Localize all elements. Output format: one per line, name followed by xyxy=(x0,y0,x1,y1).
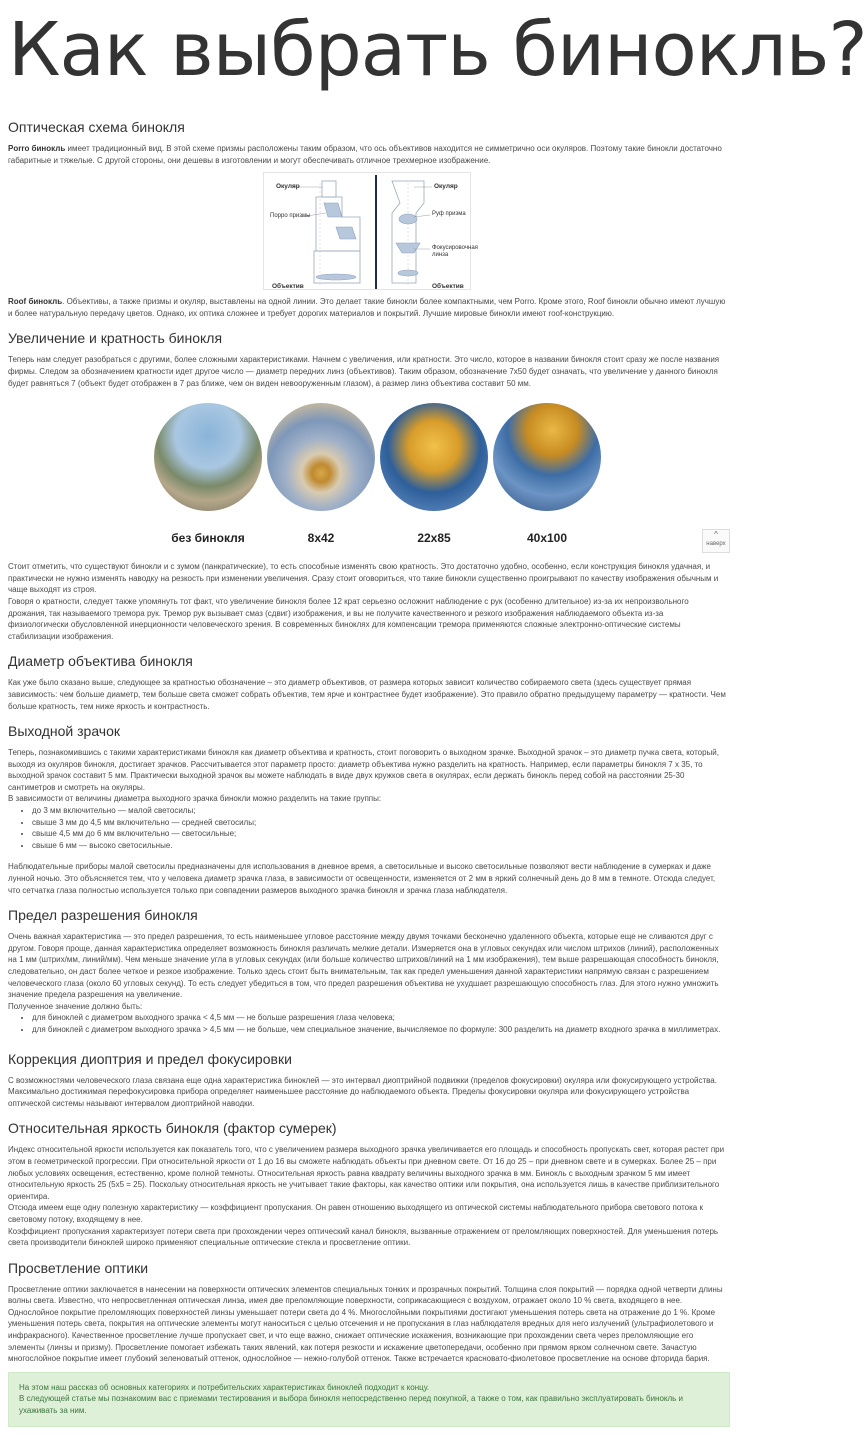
paragraph-magnification-2: Стоит отметить, что существуют бинокли и с зумом (панкратические), то есть способные изменять свою кратность. Это достаточно удобно, особенно, если конструкция бинокля удачная, и практически не нужно изменять наводку на резкость при изменении увеличения. Сразу стоит оговориться, что такие бинокли существенно проигрывают по качеству изображения обычным и чаще выходят из строя. xyxy=(8,562,719,595)
list-item: • до 3 мм включительно — малой светосилы; xyxy=(32,805,726,817)
heading-pupil: Выходной зрачок xyxy=(8,723,121,740)
porro-term: Porro бинокль xyxy=(8,144,66,153)
scroll-top-label: наверх xyxy=(706,541,726,548)
notice-line-1: На этом наш рассказ об основных категориях и потребительских характеристиках биноклей подходит к концу. xyxy=(19,1382,430,1392)
conclusion-notice xyxy=(8,1372,730,1427)
page-title: Как выбрать бинокль? xyxy=(8,7,867,93)
view-22x85-image xyxy=(380,403,488,511)
label-focus-lens: Фокусировочная линза xyxy=(432,245,478,259)
heading-magnification: Увеличение и кратность бинокля xyxy=(8,330,223,347)
label-40x100: 40x100 xyxy=(526,531,568,546)
heading-twilight: Относительная яркость бинокля (фактор сумерек) xyxy=(8,1120,337,1137)
list-item: • свыше 3 мм до 4,5 мм включительно — средней светосилы; xyxy=(32,817,726,829)
label-roof-prism: Руф призма xyxy=(432,211,466,218)
paragraph-diopter-1: С возможностями человеческого глаза связана еще одна характеристика биноклей — это интервал диоптрийной подвижки (пределов фокусировки) окуляра или фокусирующего устройства. xyxy=(8,1075,717,1085)
list-item: • свыше 4,5 мм до 6 мм включительно — светосильные; xyxy=(32,828,726,840)
label-right-eyepiece: Окуляр xyxy=(434,183,458,191)
paragraph-magnification-1: Теперь нам следует разобраться с другими, более сложными характеристиками. Начнем с увеличения, или кратности. Это число, которое в названии бинокля стоит сразу же после названия фирмы. Следом за обозначением кратности идет другое число — диаметр передних линз (объективов). Таким образом, обозначение 7x50 будет означать, что увеличение у данного бинокля будет равняться 7 (объект будет отображен в 7 раз ближе, чем он виден невооруженным глазом), а размер линз объектива составит 50 мм. xyxy=(8,355,720,388)
label-naked-eye: без бинокля xyxy=(171,531,245,546)
magnification-comparison xyxy=(8,403,726,555)
view-naked-eye-image xyxy=(154,403,262,511)
roof-text: . Объективы, а также призмы и окуляр, выставлены на одной линии. Это делает такие бинокли более компактными, чем Porro. Кроме этого, Roof бинокли обычно имеют лучшую и более натуральную передачу цветов. Однако, их оптика сложнее и требует дорогих материалов и покрытий. Лучшие мировые бинокли имеют roof-конструкцию. xyxy=(8,297,726,318)
paragraph-twilight-3: Коэффициент пропускания характеризует потери света при прохождении через оптический канал бинокля, вызванные отражением от преломляющих поверхностей. Для уменьшения потерь света производители биноклей широко применяют специальные оптические стекла и просветление оптики. xyxy=(8,1226,719,1248)
paragraph-roof xyxy=(8,296,726,319)
optical-scheme-diagram xyxy=(263,172,478,291)
paragraph-resolution-2: Полученное значение должно быть: xyxy=(8,1001,143,1011)
label-right-objective: Объектив xyxy=(432,283,464,291)
heading-coating: Просветление оптики xyxy=(8,1259,149,1276)
heading-diameter: Диаметр объектива бинокля xyxy=(8,653,193,670)
paragraph-coating: Просветление оптики заключается в нанесении на поверхности оптических элементов специальных тонких и прозрачных покрытий. Толщина слоя покрытий — порядка одной четверти длины волны света. Известно, что непросветленная оптическая линза, имея две преломляющие поверхности, соприкасающиеся с воздухом, отражает около 10 % света, входящего в нее. Однослойное покрытие преломляющих поверхностей линзы уменьшает потери света до 4 %. Многослойными покрытиями достигают уменьшения потерь света на отражение до 1 %. Кроме уменьшения потерь света, покрытия на оптические элементы могут наноситься с целью отсечения и не пропускания в глаз наблюдателя вредных для него излучений (ультрафиолетового и инфракрасного). Качественное просветление лучше пропускает свет, и что еще важно, снижает оптические искажения, возникающие при прохождении света через преломляющие его элементы (линзы и призму). Просветление помогает избежать таких явлений, как потеря резкости и искажение цветопередачи, особенно при прямом ярком солнечном свете. Зачастую многослойное покрытие имеет глубокий зеленоватый оттенок, однослойное — нежно-голубой оттенок. Также встречается красновато-фиолетовое просветление на основе фторида бария. xyxy=(8,1284,723,1364)
list-item: • для биноклей с диаметром выходного зрачка > 4,5 мм — не больше, чем специальное значение, вычисляемое по формуле: 300 разделить на диаметр входного зрачка в миллиметрах. xyxy=(32,1024,726,1036)
label-porro-prisms: Порро призмы xyxy=(270,213,311,220)
label-8x42: 8x42 xyxy=(307,531,335,546)
paragraph-resolution-1: Очень важная характеристика — это предел разрешения, то есть наименьшее угловое расстояние между двумя точками бесконечно удаленного объекта, которые еще не сливаются друг с другом. Говоря проще, данная характеристика определяет возможность бинокля различать мелкие детали. Измеряется она в угловых секундах или числом штрихов (линий), расположенных на 1 мм (штрих/мм, линий/мм). Чем меньше значение угла в угловых секундах (или больше количество штрихов/линий на 1 мм изображения), тем выше разрешающая способность бинокля, следовательно, он даст более четкое и резкое изображение. Только здесь стоит быть внимательным, так как предел уменьшения данной характеристики напрямую связан с разрешением человеческого глаза (около 60 угловых секунд). То есть следует убедиться в том, что предел разрешения объектива не ухудшает разрешающую способность глаз. Для этого нужно умножить значение предела разрешения на увеличение. xyxy=(8,932,719,1000)
paragraph-diameter: Как уже было сказано выше, следующее за кратностью обозначение – это диаметр объективов, от размера которых зависит количество собираемого света (здесь существует прямая зависимость: чем больше диаметр, тем больше света сможет собрать объектив, тем ярче и контрастнее будет изображение). Это правило обратно предыдущему параметру — кратности. Чем больше кратность, тем ниже яркость и контрастность. xyxy=(8,678,726,711)
paragraph-diopter-2: Максимально достижимая перефокусировка прибора определяет наименьшее расстояние до наблюдаемого объекта. Пределы фокусировки окуляра или фокусирующего устройства оптической системы называют интервалом диоптрийной наводки. xyxy=(8,1087,690,1108)
paragraph-magnification-3: Говоря о кратности, следует также упомянуть тот факт, что увеличение бинокля более 12 крат серьезно осложнит наблюдение с рук (особенно длительное) из-за их непроизвольного дрожания, так называемого тремора рук. Тремор рук вызывает смаз (сдвиг) изображения, и вы не получите качественного и резкого изображения наблюдаемого объекта из-за физиологически обусловленной инерционности человеческого зрения. В современных биноклях для компенсации тремора применяются сложные электронно-оптические системы стабилизации изображения. xyxy=(8,596,689,641)
paragraph-twilight-2: Отсюда имеем еще одну полезную характеристику — коэффициент пропускания. Он равен отношению выходящего из оптической системы наблюдательного прибора светового потока к световому потоку, входящему в нее. xyxy=(8,1203,703,1224)
view-40x100-image xyxy=(493,403,601,511)
list-item: • свыше 6 мм — высоко светосильные. xyxy=(32,840,726,852)
paragraph-pupil-1: Теперь, познакомившись с такими характеристиками бинокля как диаметр объектива и кратность, стоит поговорить о выходном зрачке. Выходной зрачок – это диаметр пучка света, который, выходя из окуляров бинокля, достигает зрачков. Рассчитывается этот параметр просто: диаметр объектива нужно разделить на кратность. Например, если параметры бинокля 7 х 35, то выходной зрачок составит 5 мм. Практически выходной зрачок вы можете наблюдать в виде двух кружков света в окулярах, если держать бинокль перед собой на расстоянии 25-30 сантиметров и смотреть на окуляры. xyxy=(8,748,719,792)
chevron-up-icon: ^ xyxy=(714,530,718,540)
scroll-top-button[interactable] xyxy=(702,529,730,553)
heading-resolution: Предел разрешения бинокля xyxy=(8,907,198,924)
label-22x85: 22x85 xyxy=(417,531,451,546)
label-left-eyepiece: Окуляр xyxy=(276,183,300,191)
resolution-list xyxy=(32,1012,726,1035)
article-body xyxy=(8,114,726,1427)
heading-diopter: Коррекция диоптрия и предел фокусировки xyxy=(8,1050,292,1067)
paragraph-pupil-3: Наблюдательные приборы малой светосилы предназначены для использования в дневное время, а светосильные и высоко светосильные позволяют вести наблюдение в сумерках и даже лунной ночью. Это объясняется тем, что у человека диаметр зрачка глаза, в зависимости от освещенности, изменяется от 2 мм в яркий солнечный день до 8 мм в темноте. Отсюда следует, что сетчатка глаза полностью используется только при совпадении размеров выходного зрачка бинокля и зрачка глаза наблюдателя. xyxy=(8,862,716,895)
notice-line-2: В следующей статье мы познакомим вас с приемами тестирования и выбора бинокля непосредственно перед покупкой, а также о том, как правильно эксплуатировать бинокль и ухаживать за ним. xyxy=(19,1394,684,1416)
paragraph-pupil-2: В зависимости от величины диаметра выходного зрачка бинокли можно разделить на такие группы: xyxy=(8,794,382,804)
porro-text: имеет традиционный вид. В этой схеме призмы расположены таким образом, что ось объективов находится не симметрично оси окуляров. Поэтому такие бинокли достаточно габаритные и тяжелые. С другой стороны, они дешевы в изготовлении и могут обеспечивать отличное трехмерное изображение. xyxy=(8,144,722,165)
roof-term: Roof бинокль xyxy=(8,297,63,307)
label-left-objective: Объектив xyxy=(272,283,304,291)
pupil-groups-list xyxy=(32,805,726,851)
list-item: • для биноклей с диаметром выходного зрачка < 4,5 мм — не больше разрешения глаза человека; xyxy=(32,1012,726,1024)
paragraph-porro xyxy=(8,143,726,166)
view-8x42-image xyxy=(267,403,375,511)
heading-optics: Оптическая схема бинокля xyxy=(8,119,185,135)
paragraph-twilight-1: Индекс относительной яркости используется как показатель того, что с увеличением размера выходного зрачка увеличивается его площадь и способность пропускать свет, которая растет при этом в геометрической прогрессии. При относительной яркости от 1 до 16 вы сможете наблюдать объекты при дневном свете. От 16 до 25 – при дневном свете и в сумерках. Более 25 – при любых условиях освещения, естественно, кроме полной темноты. Относительная яркость равна квадрату величины выходного зрачка в мм. Бинокль с выходным зрачком 5 мм имеет относительную яркость 25 (5х5 = 25). Поскольку относительная яркость не учитывает такие факторы, как качество оптики или покрытия, она используется лишь в качестве приблизительного ориентира. xyxy=(8,1145,725,1201)
